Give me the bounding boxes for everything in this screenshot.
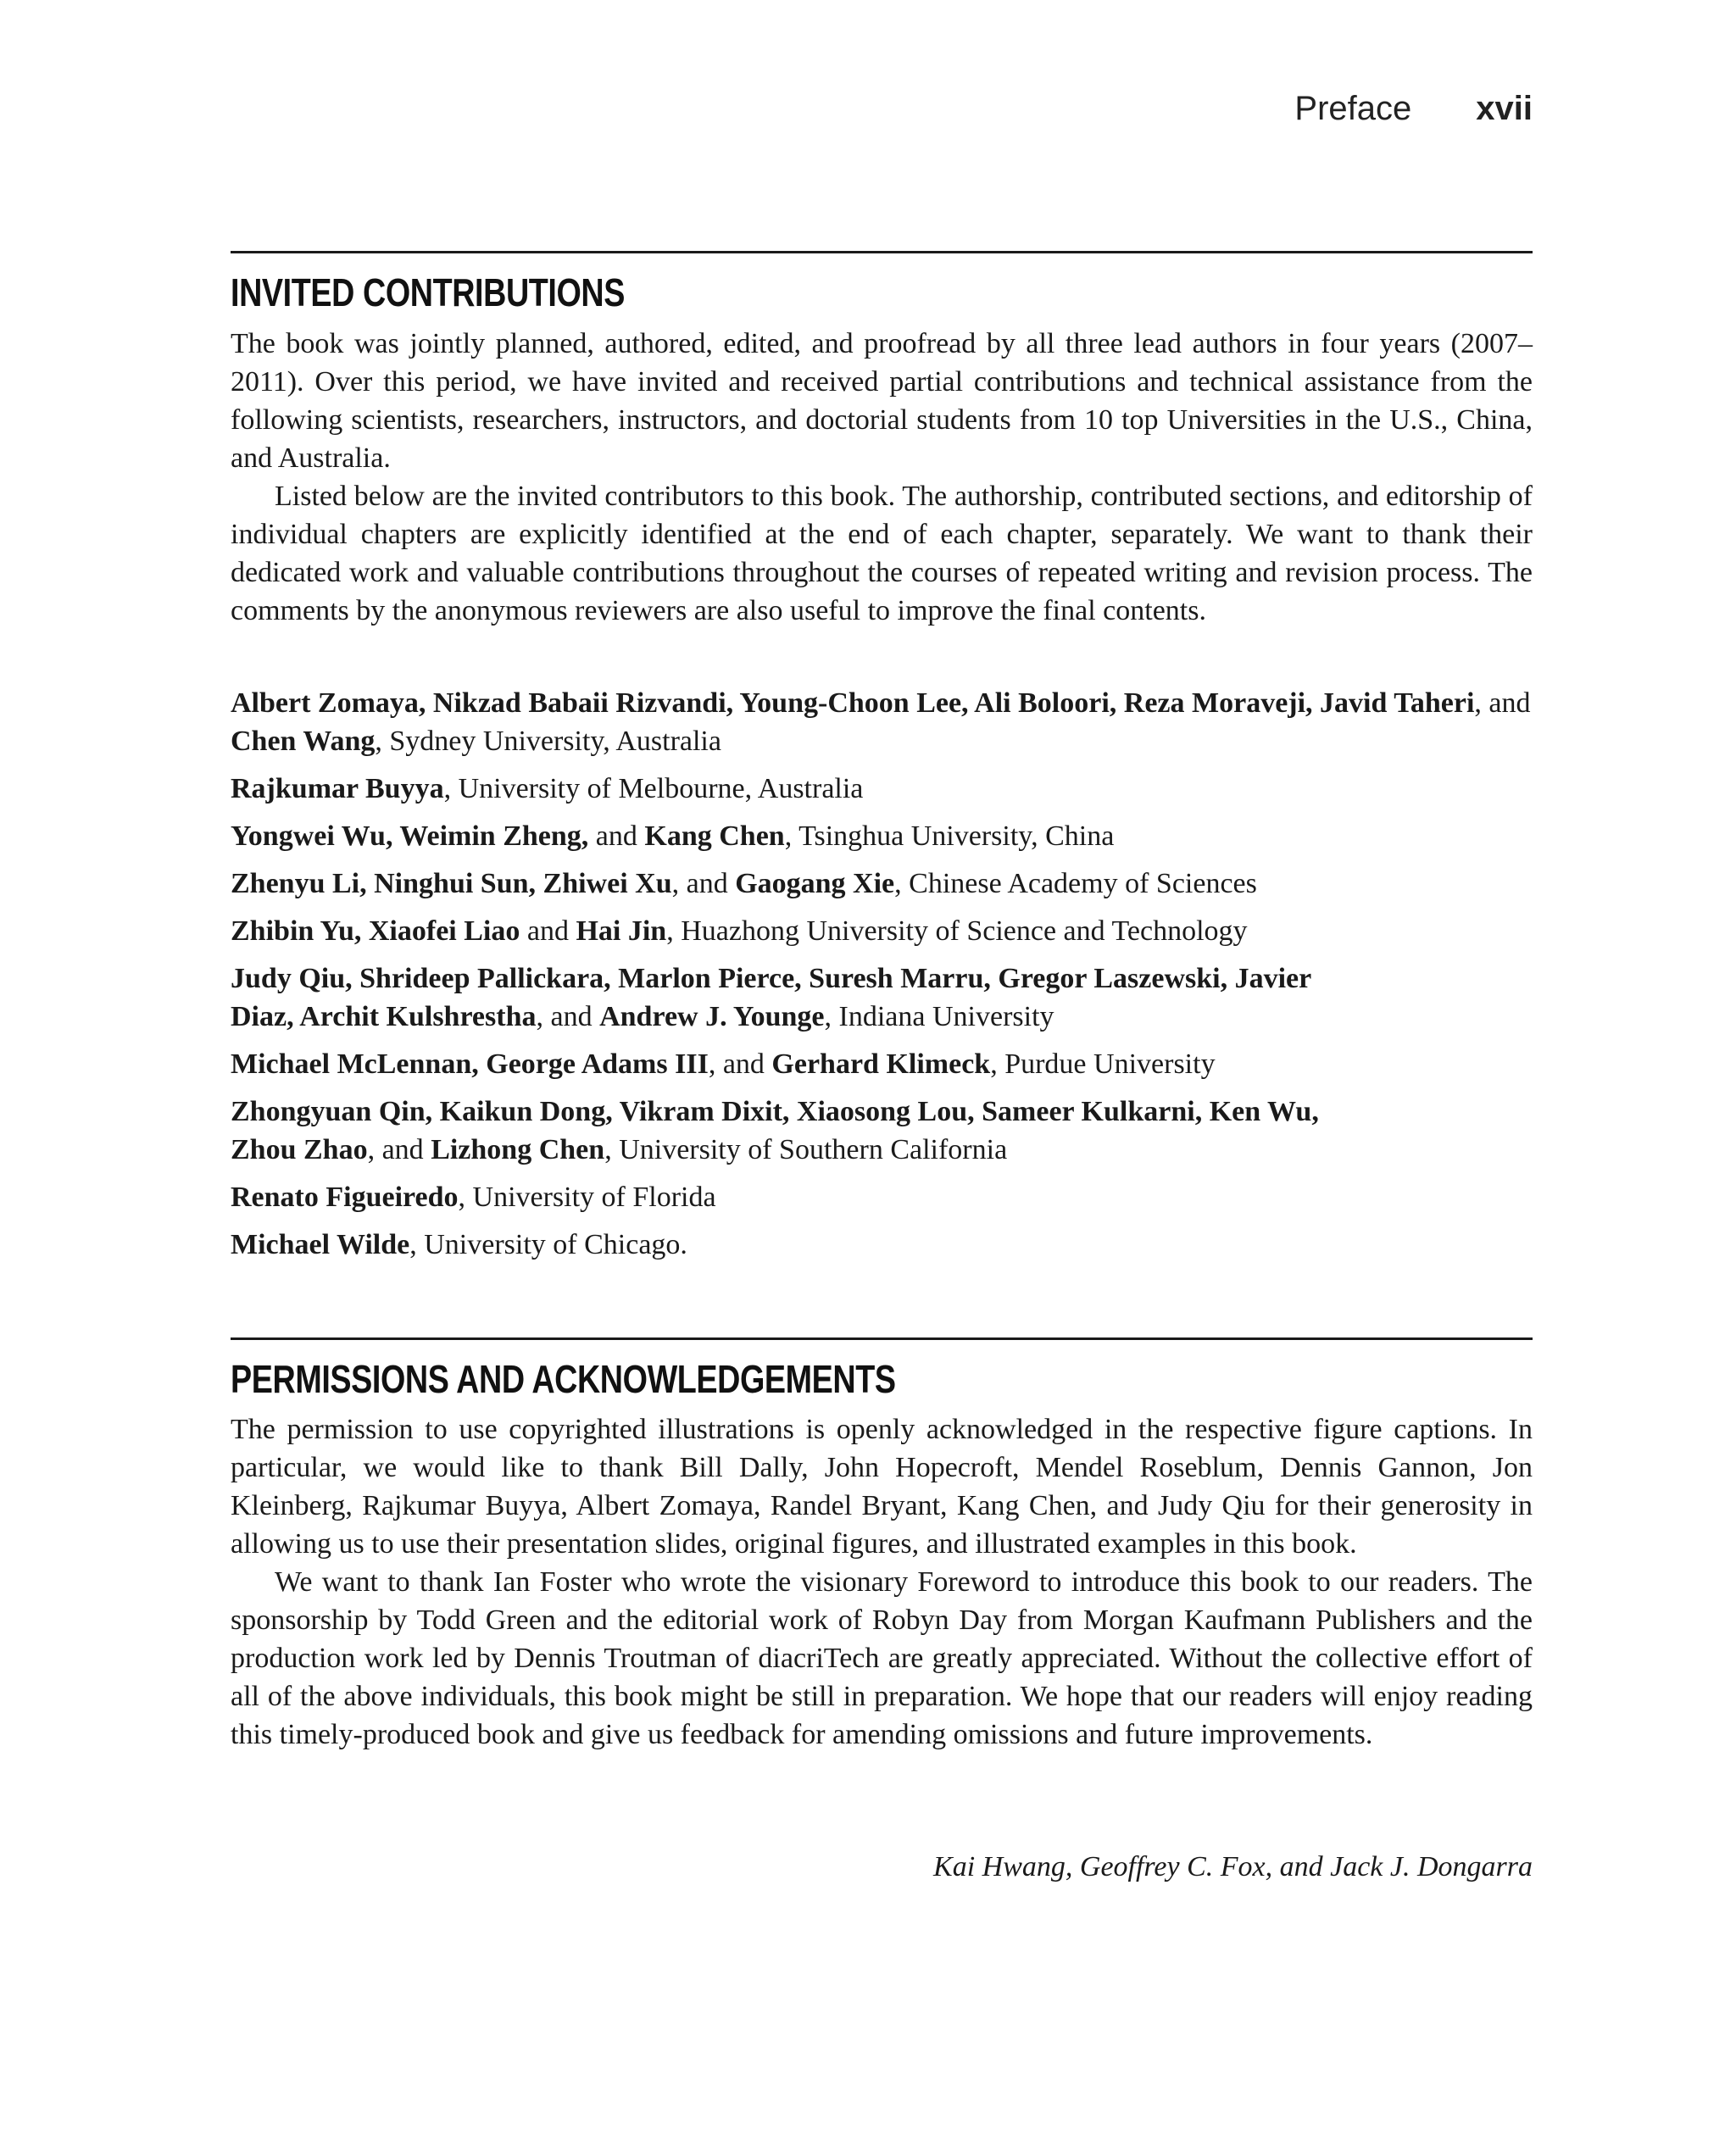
contributor-entry <box>231 1226 1533 1264</box>
heading-invited-contributions: INVITED CONTRIBUTIONS <box>231 270 625 314</box>
contributor-entry <box>231 1178 1533 1216</box>
contributor-affiliation: , University of Melbourne, Australia <box>443 773 864 804</box>
contributor-entry: Yongwei Wu, Weimin Zheng, and Kang Chen, Tsinghua University, China <box>231 820 1115 852</box>
contributor-names: Chen Wang <box>231 726 376 757</box>
contributor-names: Yongwei Wu, Weimin Zheng, <box>231 820 589 852</box>
page-number: xvii <box>1476 90 1533 127</box>
contributor-affiliation: , Huazhong University of Science and Technology <box>666 915 1248 947</box>
contributor-entry: Zhongyuan Qin, Kaikun Dong, Vikram Dixit, Xiaosong Lou, Sameer Kulkarni, Ken Wu, Zhou Zhao, and Lizhong Chen, University of Southern California <box>231 1096 1319 1165</box>
contributor-names: Albert Zomaya, Nikzad Babaii Rizvandi, Young-Choon Lee, Ali Boloori, Reza Moraveji, Javid Taheri <box>231 687 1475 719</box>
invited-paragraph-1: The book was jointly planned, authored, edited, and proofread by all three lead authors in four years (2007–2011). Over this period, we have invited and received partial contributions and technical assistance from the following scientists, researchers, instructors, and doctorial students from 10 top Universities in the U.S., China, and Australia. <box>231 328 1533 474</box>
running-head-section: Preface <box>1294 90 1412 127</box>
contributor-names: Zhenyu Li, Ninghui Sun, Zhiwei Xu <box>231 868 672 899</box>
contributor-names: Lizhong Chen <box>431 1134 605 1165</box>
contributor-affiliation: , Purdue University <box>990 1048 1216 1080</box>
contributor-affiliation: , University of Southern California <box>604 1134 1008 1165</box>
permissions-paragraph-1: The permission to use copyrighted illustrations is openly acknowledged in the respective figure captions. In particular, we would like to thank Bill Dally, John Hopecroft, Mendel Roseblum, Dennis Gannon, Jon Kleinberg, Rajkumar Buyya, Albert Zomaya, Randel Bryant, Kang Chen, and Judy Qiu for their generosity in allowing us to use their presentation slides, original figures, and illustrated examples in this book. <box>231 1414 1533 1560</box>
contributor-entry: Albert Zomaya, Nikzad Babaii Rizvandi, Young-Choon Lee, Ali Boloori, Reza Moraveji, Javid Taheri, and Chen Wang, Sydney University, Australia <box>231 687 1531 757</box>
invited-intro <box>231 325 1533 630</box>
contributor-names: Zhongyuan Qin, Kaikun Dong, Vikram Dixit, Xiaosong Lou, Sameer Kulkarni, Ken Wu, Zhou Zhao <box>231 1096 1319 1165</box>
contributor-entry: Zhibin Yu, Xiaofei Liao and Hai Jin, Huazhong University of Science and Technology <box>231 915 1248 947</box>
section-rule-permissions <box>231 1337 1533 1340</box>
contributor-names: Rajkumar Buyya <box>231 773 444 804</box>
permissions-body <box>231 1410 1533 1754</box>
contributor-affiliation: , Sydney University, Australia <box>375 726 721 757</box>
contributor-names: Michael McLennan, George Adams III <box>231 1048 709 1080</box>
contributor-affiliation: , Tsinghua University, China <box>784 820 1115 852</box>
heading-permissions-acknowledgements: PERMISSIONS AND ACKNOWLEDGEMENTS <box>231 1357 896 1401</box>
contributor-affiliation: , University of Florida <box>458 1182 716 1213</box>
permissions-paragraph-2: We want to thank Ian Foster who wrote the visionary Foreword to introduce this book to our readers. The sponsorship by Todd Green and the editorial work of Robyn Day from Morgan Kaufmann Publishers and the production work led by Dennis Troutman of diacriTech are greatly appreciated. Without the collective effort of all of the above individuals, this book might be still in preparation. We hope that our readers will enjoy reading this timely-produced book and give us feedback for amending omissions and future improvements. <box>231 1566 1533 1750</box>
contributor-affiliation: , University of Chicago. <box>409 1229 687 1260</box>
contributor-affiliation: , Indiana University <box>824 1001 1054 1032</box>
contributor-names: Zhibin Yu, Xiaofei Liao <box>231 915 520 947</box>
running-head <box>1294 92 1533 125</box>
invited-paragraph-2: Listed below are the invited contributors to this book. The authorship, contributed sections, and editorship of individual chapters are explicitly identified at the end of each chapter, separately. We want to thank their dedicated work and valuable contributions throughout the courses of repeated writing and revision process. The comments by the anonymous reviewers are also useful to improve the final contents. <box>231 481 1533 626</box>
contributor-names: Gaogang Xie <box>735 868 895 899</box>
author-signature: Kai Hwang, Geoffrey C. Fox, and Jack J. Dongarra <box>933 1851 1533 1882</box>
contributor-names: Kang Chen <box>644 820 785 852</box>
contributor-names: Gerhard Klimeck <box>771 1048 991 1080</box>
contributor-entry: Judy Qiu, Shrideep Pallickara, Marlon Pierce, Suresh Marru, Gregor Laszewski, Javier Diaz, Archit Kulshrestha, and Andrew J. Younge, Indiana University <box>231 963 1311 1032</box>
contributor-names: Andrew J. Younge <box>599 1001 825 1032</box>
contributor-list <box>231 684 1533 1264</box>
contributor-affiliation: , Chinese Academy of Sciences <box>894 868 1257 899</box>
contributor-names: Judy Qiu, Shrideep Pallickara, Marlon Pierce, Suresh Marru, Gregor Laszewski, Javier Diaz, Archit Kulshrestha <box>231 963 1311 1032</box>
contributor-entry: Zhenyu Li, Ninghui Sun, Zhiwei Xu, and Gaogang Xie, Chinese Academy of Sciences <box>231 868 1257 899</box>
contributor-entry: Michael McLennan, George Adams III, and Gerhard Klimeck, Purdue University <box>231 1048 1216 1080</box>
contributor-entry <box>231 770 1533 808</box>
section-rule-invited <box>231 251 1533 253</box>
contributor-names: Michael Wilde <box>231 1229 410 1260</box>
contributor-names: Hai Jin <box>576 915 667 947</box>
contributor-names: Renato Figueiredo <box>231 1182 459 1213</box>
